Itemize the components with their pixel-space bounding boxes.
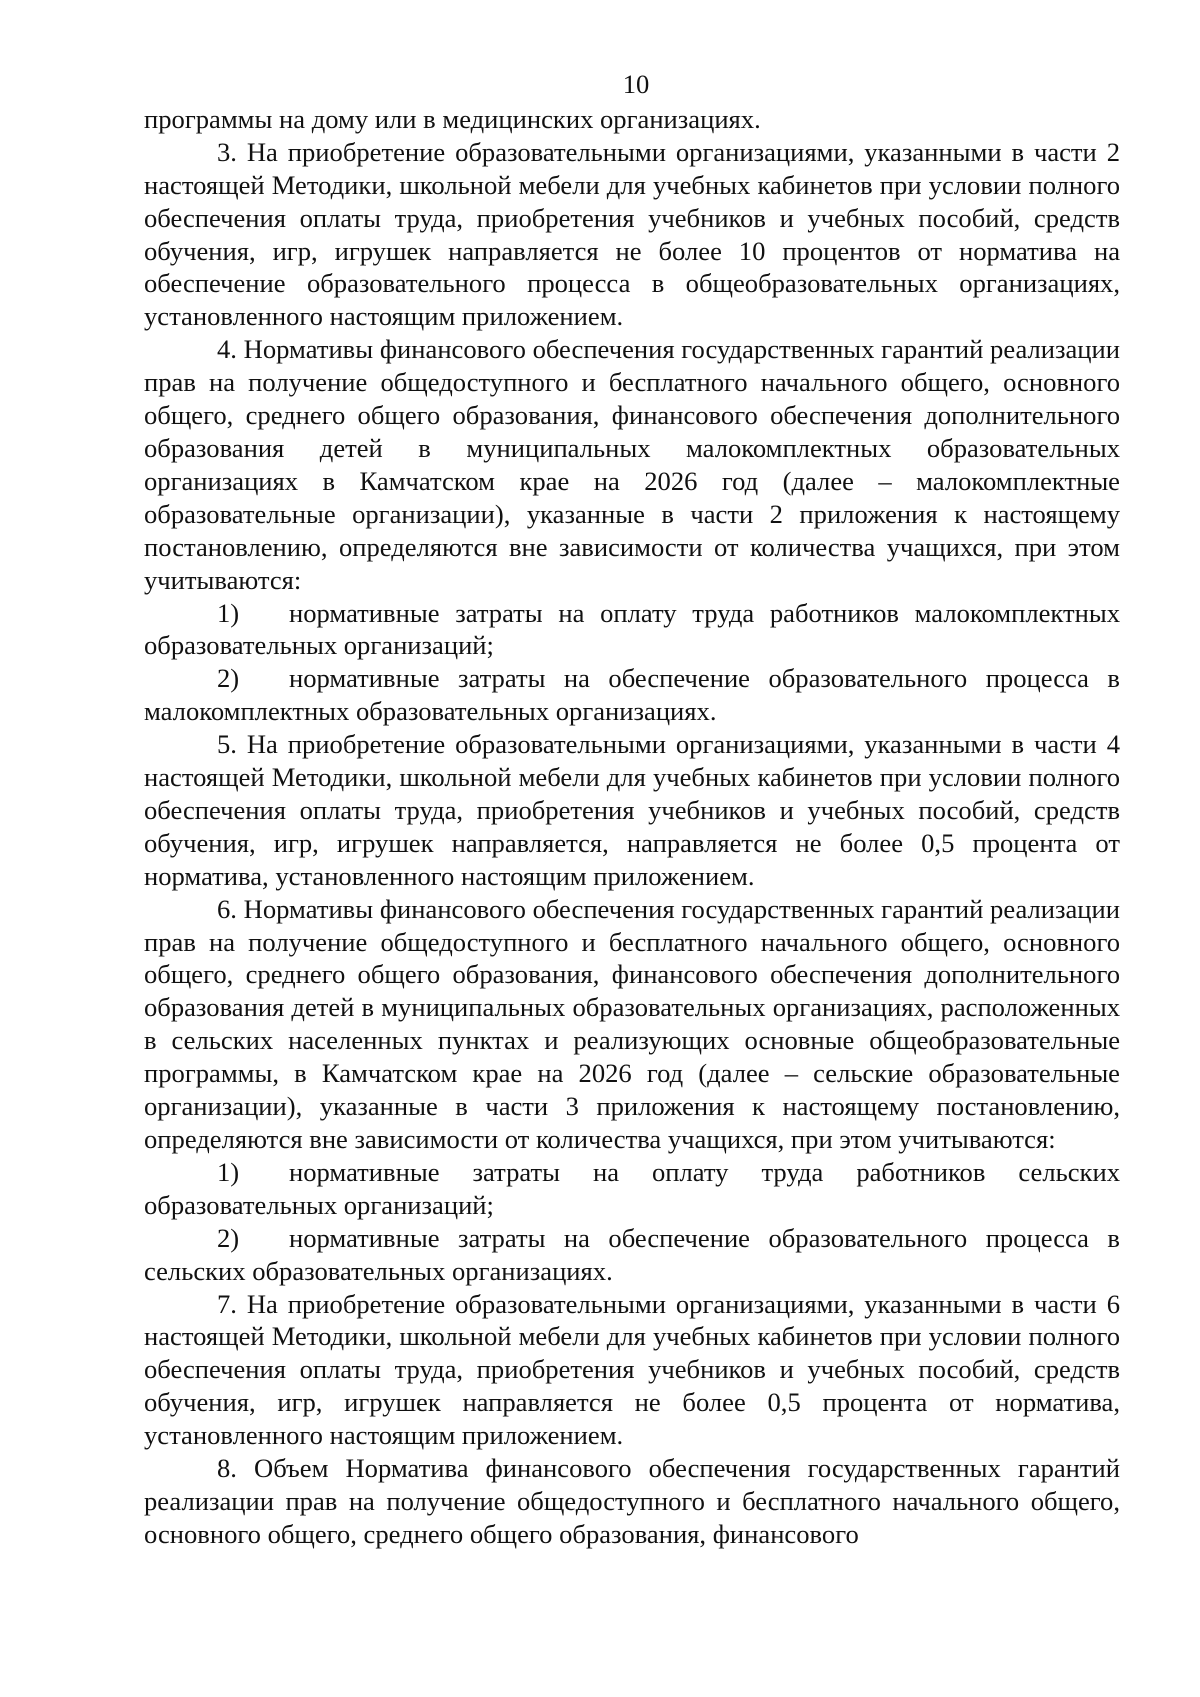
paragraph-6-item-1 — [144, 1156, 1120, 1222]
item-number: 1) — [217, 1156, 240, 1187]
paragraph-6-item-2 — [144, 1222, 1120, 1288]
paragraph-3: 3. На приобретение образовательными организациями, указанными в части 2 настоящей Методики, школьной мебели для учебных кабинетов при условии полного обеспечения оплаты труда, приобретения учебников и учебных пособий, средств обучения, игр, игрушек направляется не более 10 процентов от норматива на обеспечение образовательного процесса в общеобразовательных организациях, установленного настоящим приложением. — [144, 136, 1120, 332]
paragraph-7: 7. На приобретение образовательными организациями, указанными в части 6 настоящей Методики, школьной мебели для учебных кабинетов при условии полного обеспечения оплаты труда, приобретения учебников и учебных пособий, средств обучения, игр, игрушек направляется не более 0,5 процента от норматива, установленного настоящим приложением. — [144, 1288, 1120, 1451]
item-number: 2) — [217, 1222, 240, 1253]
paragraph-4: 4. Нормативы финансового обеспечения государственных гарантий реализации прав на получение общедоступного и бесплатного начального общего, основного общего, среднего общего образования, финансового обеспечения дополнительного образования детей в муниципальных малокомплектных образовательных организациях в Камчатском крае на 2026 год (далее – малокомплектные образовательные организации), указанные в части 2 приложения к настоящему постановлению, определяются вне зависимости от количества учащихся, при этом учитываются: — [144, 334, 1120, 595]
item-text: нормативные затраты на обеспечение образовательного процесса в сельских образовательных организациях. — [144, 1222, 1120, 1286]
paragraph-continuation: программы на дому или в медицинских организациях. — [144, 103, 761, 134]
page-number: 10 — [622, 69, 650, 99]
paragraph-4-item-1 — [144, 597, 1120, 663]
paragraph-5: 5. На приобретение образовательными организациями, указанными в части 4 настоящей Методики, школьной мебели для учебных кабинетов при условии полного обеспечения оплаты труда, приобретения учебников и учебных пособий, средств обучения, игр, игрушек направляется, направляется не более 0,5 процента от норматива, установленного настоящим приложением. — [144, 729, 1120, 891]
item-number: 1) — [217, 597, 240, 628]
paragraph-6: 6. Нормативы финансового обеспечения государственных гарантий реализации прав на получение общедоступного и бесплатного начального общего, основного общего, среднего общего образования, финансового обеспечения дополнительного образования детей в муниципальных образовательных организациях, расположенных в сельских населенных пунктах и реализующих основные общеобразовательные программы, в Камчатском крае на 2026 год (далее – сельские образовательные организации), указанные в части 3 приложения к настоящему постановлению, определяются вне зависимости от количества учащихся, при этом учитываются: — [144, 893, 1120, 1154]
paragraph-4-item-2 — [144, 662, 1120, 728]
paragraph-8: 8. Объем Норматива финансового обеспечения государственных гарантий реализации прав на получение общедоступного и бесплатного начального общего, основного общего, среднего общего образования, финансового — [144, 1453, 1120, 1549]
item-number: 2) — [217, 663, 240, 694]
item-text: нормативные затраты на оплату труда работников сельских образовательных организаций; — [144, 1156, 1120, 1220]
item-text: нормативные затраты на оплату труда работников малокомплектных образовательных организаций; — [144, 597, 1120, 661]
document-page — [144, 68, 1120, 1551]
item-text: нормативные затраты на обеспечение образовательного процесса в малокомплектных образовательных организациях. — [144, 663, 1120, 727]
